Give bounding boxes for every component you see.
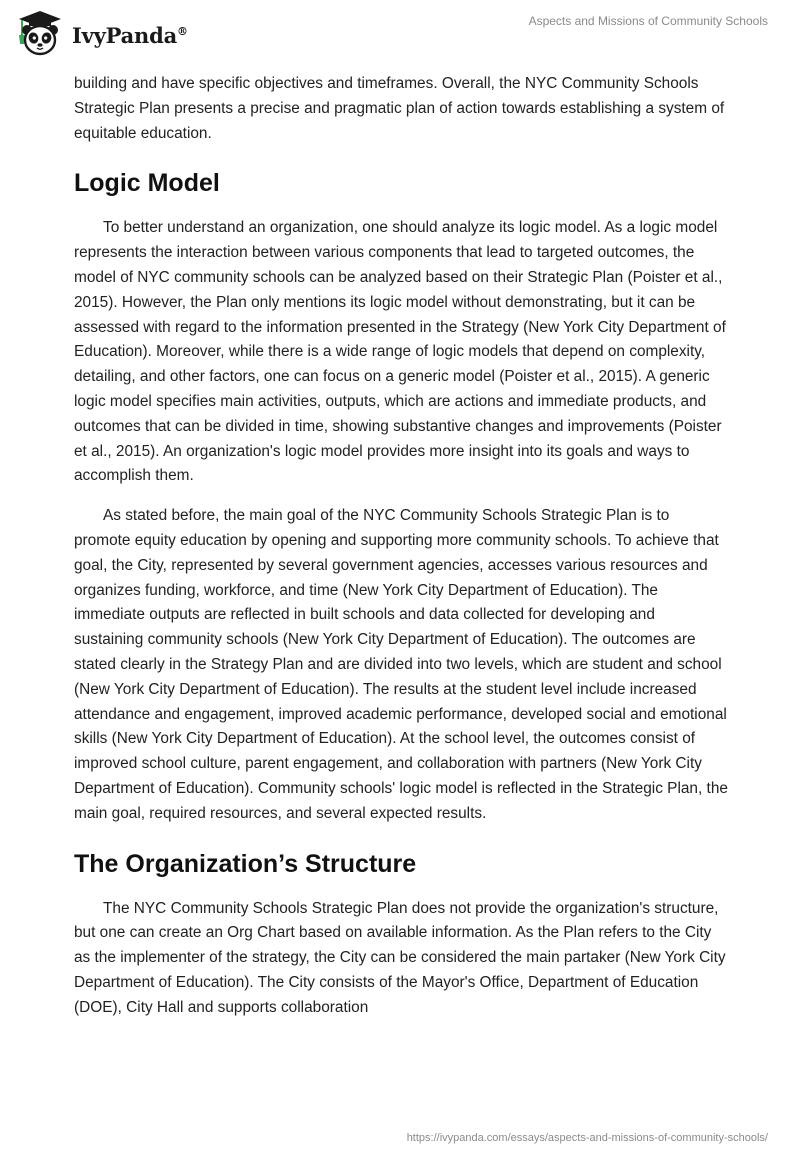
intro-paragraph: building and have specific objectives and timeframes. Overall, the NYC Community Schools Strategic Plan presents a precise and pragmatic plan of action towards establishing a system of equitable education.	[74, 75, 725, 142]
logo-wordmark: IvyPanda®	[72, 22, 188, 48]
ivypanda-logo[interactable]	[14, 8, 188, 60]
document-title: Aspects and Missions of Community Schools	[528, 14, 768, 28]
essay-content	[74, 72, 728, 1036]
org-structure-paragraph-1: The NYC Community Schools Strategic Plan does not provide the organization's structure, but one can create an Org Chart based on available information. As the Plan refers to the City as the implementer of the strategy, the City can be considered the main partaker (New York City Department of Education). The City consists of the Mayor's Office, Department of Education (DOE), City Hall and supports collaboration	[74, 899, 726, 1016]
logic-model-paragraph-1: To better understand an organization, one should analyze its logic model. As a logic model represents the interaction between various components that lead to targeted outcomes, the model of NYC community schools can be analyzed based on their Strategic Plan (Poister et al., 2015). However, the Plan only mentions its logic model without demonstrating, but it can be assessed with regard to the information presented in the Strategy (New York City Department of Education). Moreover, while there is a wide range of logic models that depend on complexity, detailing, and other factors, one can focus on a generic model (Poister et al., 2015). A generic logic model specifies main activities, outputs, which are actions and immediate products, and outcomes that can be divided in time, showing substantive changes and improvements (Poister et al., 2015). An organization's logic model provides more insight into its goals and ways to accomplish them.	[74, 219, 726, 485]
registered-mark: ®	[177, 24, 188, 38]
page-header	[0, 0, 800, 70]
org-structure-heading: The Organization’s Structure	[74, 849, 417, 878]
logic-model-paragraph-2: As stated before, the main goal of the NYC Community Schools Strategic Plan is to promote equity education by opening and supporting more community schools. To achieve that goal, the City, represented by several government agencies, accesses various resources and organizes funding, workforce, and time (New York City Department of Education). The immediate outputs are reflected in built schools and data collected for developing and sustaining community schools (New York City Department of Education). The outcomes are stated clearly in the Strategy Plan and are divided into two levels, which are student and school (New York City Department of Education). The results at the student level include increased attendance and engagement, improved academic performance, developed social and emotional skills (New York City Department of Education). At the school level, the outcomes consist of improved school culture, parent engagement, and collaboration with partners (New York City Department of Education). Community schools' logic model is reflected in the Strategic Plan, the main goal, required resources, and several expected results.	[74, 507, 728, 822]
logic-model-heading: Logic Model	[74, 169, 220, 198]
panda-graduate-icon	[14, 8, 66, 60]
source-url[interactable]: https://ivypanda.com/essays/aspects-and-missions-of-community-schools/	[406, 1132, 768, 1144]
